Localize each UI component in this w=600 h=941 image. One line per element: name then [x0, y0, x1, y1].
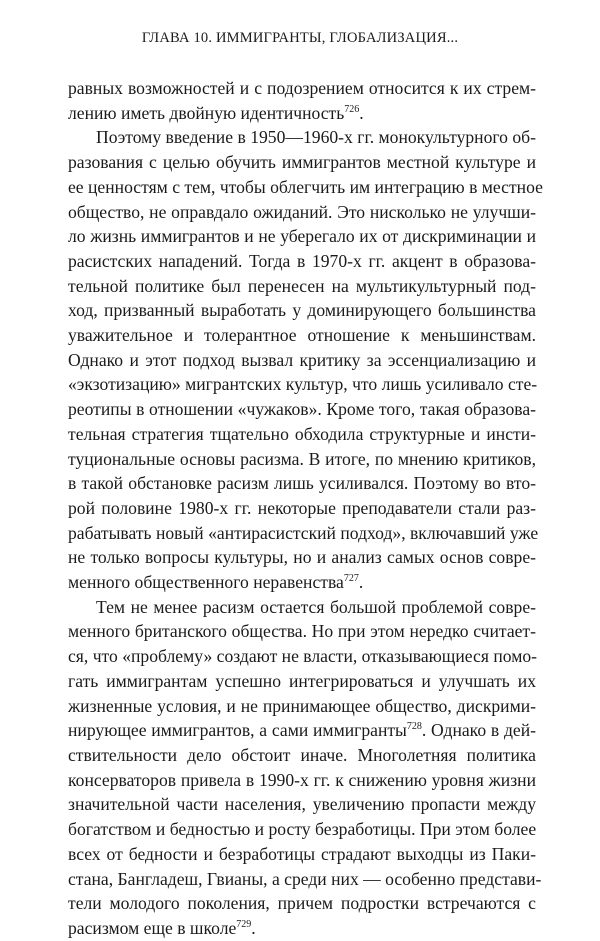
text-line: Поэтому введение в 1950—1960-х гг. монокультурного об- — [96, 127, 536, 148]
text-line: тельная стратегия тщательно обходила структурные и инсти- — [68, 423, 536, 444]
text-line: богатством и бедностью и росту безработицы. При этом более — [68, 819, 537, 840]
footnote-ref: 727 — [343, 573, 359, 585]
text-line: жизненные условия, и не принимающее общество, дискрими- — [68, 695, 536, 716]
running-head: ГЛАВА 10. ИММИГРАНТЫ, ГЛОБАЛИЗАЦИЯ... — [141, 30, 459, 46]
text-line: нирующее иммигрантов, а сами иммигранты$^{728}$. Однако в дей- — [68, 720, 536, 741]
text-line: рабатывать новый «антирасистский подход», включавший уже — [68, 522, 539, 543]
text-line: менного общественного неравенства$^{727}$. — [68, 572, 364, 593]
text-line: гать иммигрантам успешно интегрироваться и улучшать их — [68, 670, 536, 691]
text-line: Тем не менее расизм остается большой проблемой совре- — [96, 596, 536, 617]
text-line: консерваторов привела в 1990-х гг. к снижению уровня жизни — [68, 769, 536, 790]
text-line: уважительное и толерантное отношение к меньшинствам. — [68, 325, 536, 346]
text-line: туциональные основы расизма. В итоге, по мнению критиков, — [68, 448, 536, 469]
text-line: реотипы в отношении «чужаков». Кроме того, такая образова- — [68, 399, 536, 420]
paragraph-3 — [68, 595, 542, 941]
text-line: в такой обстановке расизм лишь усиливался. Поэтому во вто- — [68, 473, 536, 494]
text-line: значительной части населения, увеличению пропасти между — [68, 794, 536, 815]
text-line: общество, не оправдало ожиданий. Это нисколько не улучши- — [68, 201, 536, 222]
text-line: тельной политике был перенесен на мультикультурный под- — [68, 275, 536, 296]
text-line: стана, Бангладеш, Гвианы, а среди них — особенно представи- — [68, 868, 542, 889]
text-line: тели молодого поколения, причем подростки встречаются с — [68, 893, 536, 914]
text-line: разования с целью обучить иммигрантов местной культуре и — [68, 152, 536, 173]
text-line: ся, что «проблему» создают не власти, отказывающиеся помо- — [68, 646, 537, 667]
paragraph-2 — [68, 125, 543, 594]
text-line: ствительности дело обстоит иначе. Многолетняя политика — [68, 744, 536, 765]
text-line: ее ценностям с тем, чтобы облегчить им интеграцию в местное — [68, 176, 543, 197]
text-line: ло жизнь иммигрантов и не уберегало их от дискриминации и — [68, 226, 536, 247]
text-line: не только вопросы культуры, но и анализ самых основ совре- — [68, 547, 536, 568]
text-line: равных возможностей и с подозрением относится к их стрем- — [68, 78, 536, 98]
text-line: лению иметь двойную идентичность$^{726}$. — [68, 102, 364, 123]
paragraph-1 — [68, 76, 536, 125]
text-line: менного британского общества. Но при этом нередко считает- — [68, 621, 536, 642]
text-line: рой половине 1980-х гг. некоторые преподаватели стали раз- — [68, 497, 536, 518]
footnote-ref: 726 — [344, 103, 360, 115]
text-line: ход, призванный выработать у доминирующего большинства — [68, 300, 536, 321]
body-text — [68, 76, 543, 941]
footnote-ref: 728 — [406, 721, 422, 733]
footnote-ref: 729 — [236, 918, 252, 930]
text-line: всех от бедности и безработицы страдают выходцы из Паки- — [68, 843, 536, 864]
text-line: Однако и этот подход вызвал критику за эссенциализацию и — [68, 349, 536, 370]
text-line: расистских нападений. Тогда в 1970-х гг. акцент в образова- — [68, 250, 536, 271]
text-line: расизмом еще в школе$^{729}$. — [68, 917, 256, 938]
text-line: «экзотизацию» мигрантских культур, что лишь усиливало сте- — [68, 374, 538, 395]
